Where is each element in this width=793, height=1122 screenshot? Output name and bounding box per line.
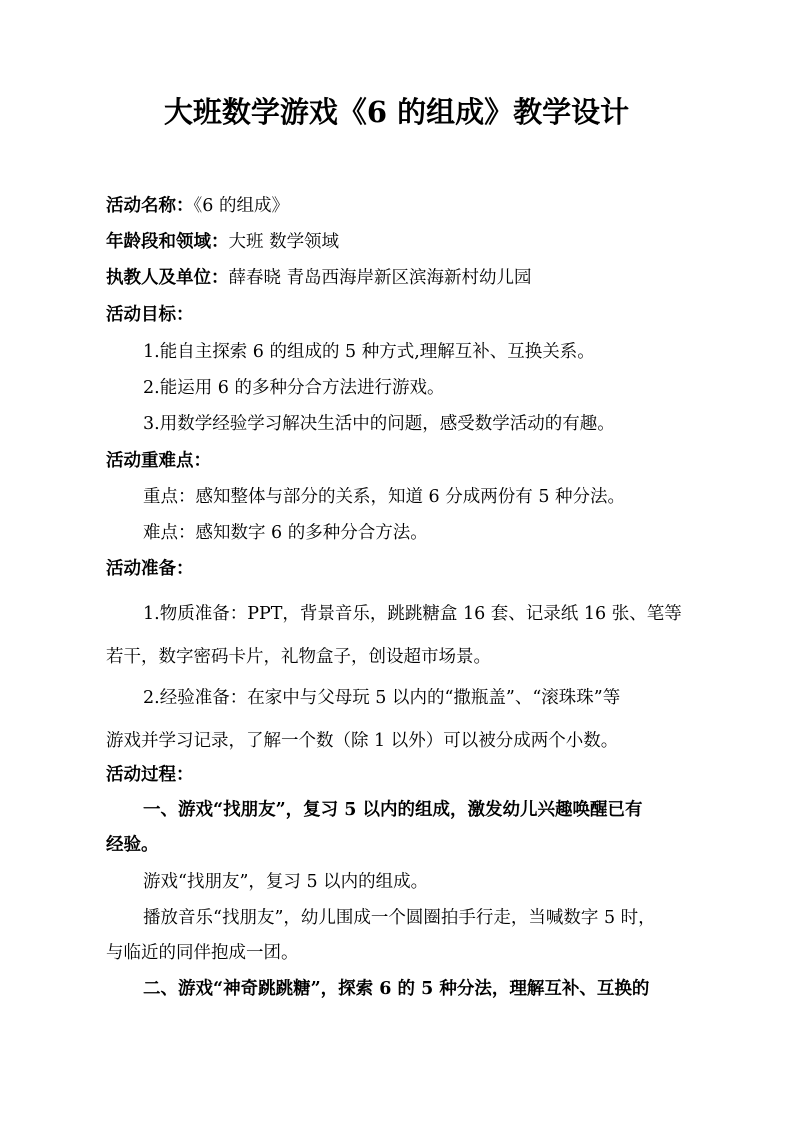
teacher-line [106,265,532,291]
prep-heading: 活动准备： [106,559,194,579]
prep-experience-line-2: 游戏并学习记录，了解一个数（除 1 以外）可以被分成两个小数。 [106,731,619,751]
process-section-2-line-1: 二、游戏“神奇跳跳糖”，探索 6 的 5 种分法，理解互补、互换的 [143,979,650,999]
age-domain-line [106,229,339,255]
key-point-item: 重点：感知整体与部分的关系，知道 6 分成两份有 5 种分法。 [143,487,626,507]
process-section-1-line-1: 一、游戏“找朋友”，复习 5 以内的组成，激发幼儿兴趣唤醒已有 [143,800,643,820]
document-title: 大班数学游戏《6 的组成》教学设计 [163,95,630,129]
goal-item-2: 2.能运用 6 的多种分合方法进行游戏。 [143,378,445,398]
process-section-1-paragraph-2-line-2: 与临近的同伴抱成一团。 [106,943,299,963]
process-section-1-paragraph-2-line-1: 播放音乐“找朋友”，幼儿围成一个圆圈拍手行走，当喊数字 5 时， [143,908,656,928]
activity-name-line [106,193,289,219]
prep-experience-line-1: 2.经验准备：在家中与父母玩 5 以内的“撒瓶盖”、“滚珠珠”等 [143,688,621,708]
difficulty-item: 难点：感知数字 6 的多种分合方法。 [143,523,428,543]
goal-item-3: 3.用数学经验学习解决生活中的问题，感受数学活动的有趣。 [143,414,615,434]
process-section-1-paragraph-1: 游戏“找朋友”，复习 5 以内的组成。 [143,872,429,892]
process-heading: 活动过程： [106,765,194,785]
key-points-heading: 活动重难点： [106,451,211,471]
age-domain-value: 大班 数学领域 [228,232,340,252]
process-section-1-line-2: 经验。 [106,835,159,855]
prep-material-line-2: 若干，数字密码卡片，礼物盒子，创设超市场景。 [106,647,491,667]
activity-name-value: 《6 的组成》 [193,196,289,216]
prep-material-line-1: 1.物质准备：PPT，背景音乐，跳跳糖盒 16 套、记录纸 16 张、笔等 [143,604,682,624]
activity-name-label: 活动名称： [106,196,194,216]
goal-item-1: 1.能自主探索 6 的组成的 5 种方式,理解互补、互换关系。 [143,342,595,362]
teacher-value: 薛春晓 青岛西海岸新区滨海新村幼儿园 [228,268,532,288]
teacher-label: 执教人及单位： [106,268,229,288]
age-domain-label: 年龄段和领域： [106,232,229,252]
goals-heading: 活动目标： [106,305,194,325]
